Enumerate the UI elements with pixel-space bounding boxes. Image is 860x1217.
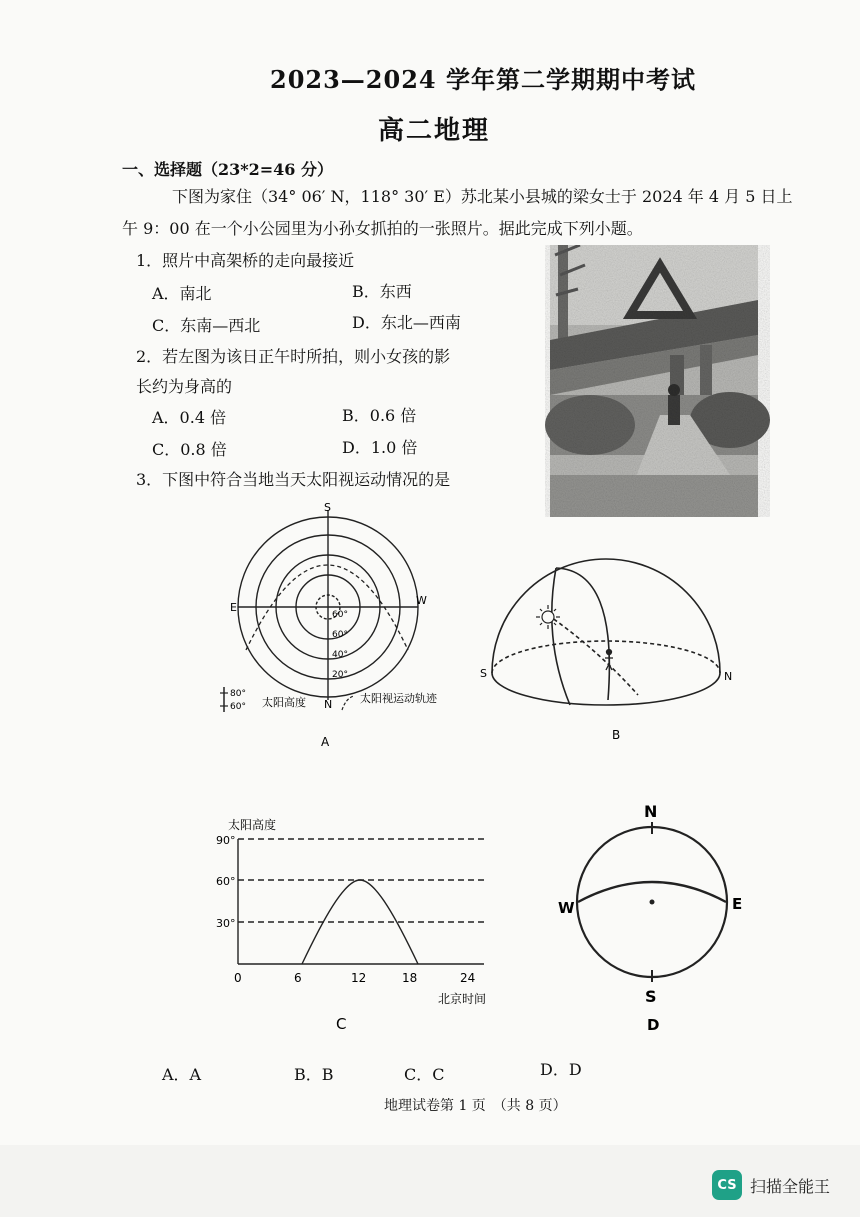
figure-d (556, 798, 752, 1036)
figd-caption: D (647, 1016, 660, 1034)
figc-caption: C (336, 1015, 347, 1033)
sun-icon (536, 605, 560, 629)
figa-dir-n: N (324, 698, 333, 711)
figd-dir-e: E (732, 895, 743, 913)
figd-dir-n: N (644, 802, 658, 821)
figd-dir-w: W (558, 899, 575, 917)
subject-title: 高二地理 (378, 116, 491, 146)
figa-ring-label-2: 60° (332, 630, 348, 640)
figa-legend-80: 80° (230, 689, 246, 699)
figc-xtick-6: 6 (294, 971, 302, 985)
q3-option-a: A．A (162, 1065, 202, 1084)
q1-option-d: D．东北—西南 (352, 313, 461, 332)
question-2-stem-line1: 2．若左图为该日正午时所拍，则小女孩的影 (136, 347, 451, 366)
q3-option-d: D．D (540, 1060, 582, 1079)
figure-c (216, 812, 512, 1034)
intro-line-2: 午 9：00 在一个小公园里为小孙女抓拍的一张照片。据此完成下列小题。 (122, 219, 643, 238)
q3-option-c: C．C (404, 1065, 445, 1084)
figc-xtick-12: 12 (351, 971, 367, 985)
figure-b (478, 560, 748, 745)
q3-option-b: B．B (294, 1065, 334, 1084)
scanner-app-name: 扫描全能王 (750, 1176, 831, 1196)
figb-dir-n: N (724, 670, 733, 683)
figa-legend-path: 太阳视运动轨迹 (360, 692, 437, 705)
figa-ring-label-3: 40° (332, 650, 348, 660)
figa-ring-label-4: 20° (332, 670, 348, 680)
figure-a (218, 500, 458, 750)
exam-title: 2023—2024 学年第二学期期中考试 (270, 65, 696, 94)
q2-option-a: A．0.4 倍 (152, 408, 227, 427)
figd-dir-s: S (645, 987, 657, 1006)
figc-ytick-60: 60° (216, 875, 236, 888)
q1-option-b: B．东西 (352, 282, 412, 301)
page-footer: 地理试卷第 1 页 （共 8 页） (384, 1098, 567, 1114)
section-heading: 一、选择题（23*2=46 分） (122, 160, 334, 179)
figa-caption: A (321, 735, 330, 749)
intro-line-1: 下图为家住（34° 06′ N，118° 30′ E）苏北某小县城的梁女士于 2024 年 4 月 5 日上 (172, 187, 793, 206)
q1-option-c: C．东南—西北 (152, 316, 261, 335)
photo (550, 245, 758, 517)
figa-dir-e: E (230, 601, 237, 614)
q2-option-d: D．1.0 倍 (342, 438, 418, 457)
q1-option-a: A．南北 (152, 284, 212, 303)
question-1-stem: 1．照片中高架桥的走向最接近 (136, 251, 355, 270)
question-3-stem: 3．下图中符合当地当天太阳视运动情况的是 (136, 470, 451, 489)
figb-dir-s: S (480, 667, 487, 680)
figc-xlabel: 北京时间 (438, 992, 487, 1006)
scanner-watermark (712, 1170, 830, 1200)
figa-ring-label-1: 60° (332, 610, 348, 620)
figa-dir-w: W (416, 594, 427, 607)
figb-caption: B (612, 728, 621, 742)
cs-logo-icon: CS (712, 1170, 742, 1200)
figc-xtick-18: 18 (402, 971, 418, 985)
figc-xtick-0: 0 (234, 971, 242, 985)
figc-ytick-90: 90° (216, 834, 236, 847)
figc-ytick-30: 30° (216, 917, 236, 930)
question-2-stem-line2: 长约为身高的 (136, 377, 233, 396)
figa-legend-altitude: 太阳高度 (262, 696, 306, 709)
figc-xtick-24: 24 (460, 971, 476, 985)
q2-option-b: B．0.6 倍 (342, 406, 417, 425)
figc-ylabel: 太阳高度 (228, 818, 277, 832)
figa-legend-60: 60° (230, 702, 246, 712)
figa-dir-s: S (324, 501, 331, 514)
q2-option-c: C．0.8 倍 (152, 440, 227, 459)
